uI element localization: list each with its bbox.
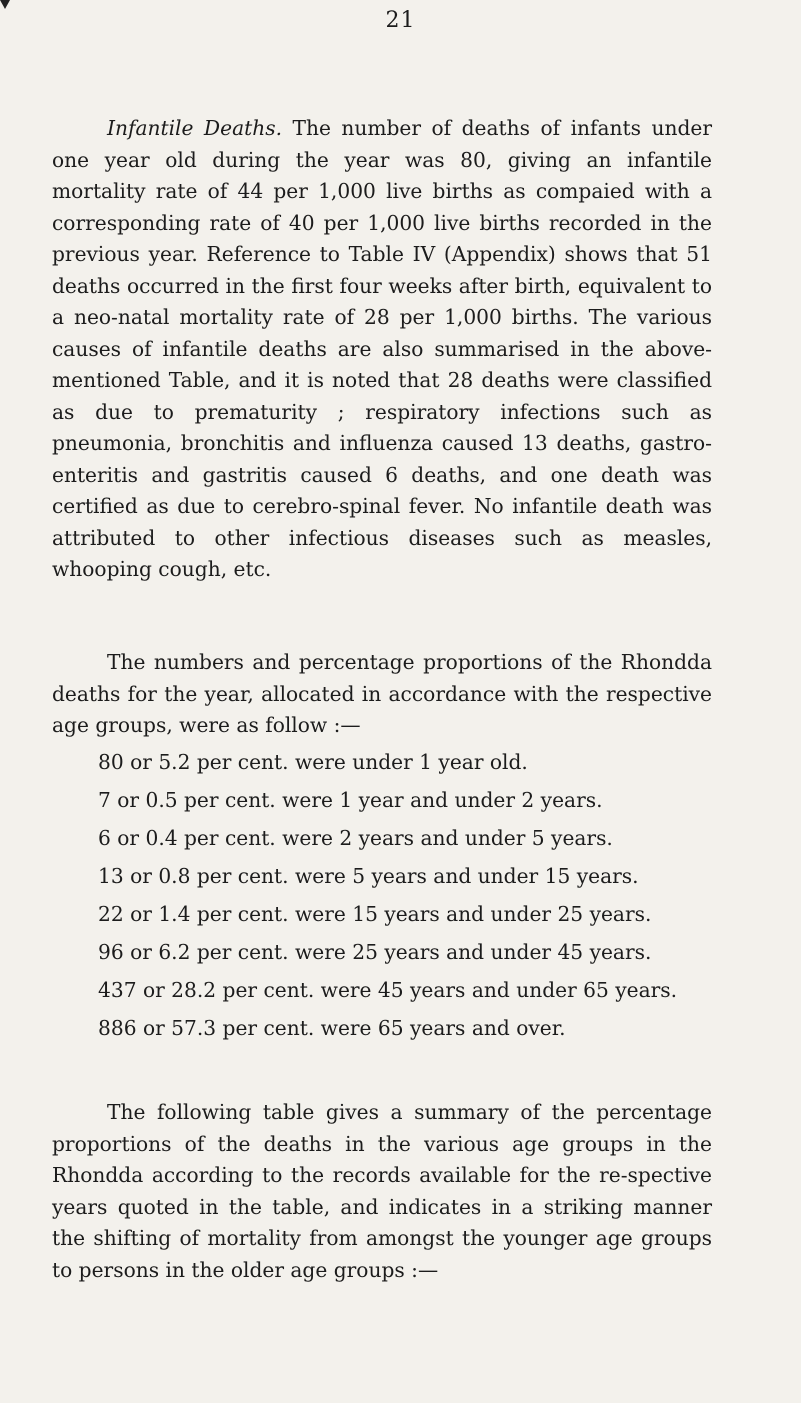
list-item: 437 or 28.2 per cent. were 45 years and under 65 years. [98,978,678,1002]
paragraph-heading: Infantile Deaths. [107,116,282,140]
list-item: 96 or 6.2 per cent. were 25 years and under 45 years. [98,940,652,964]
list-item: 80 or 5.2 per cent. were under 1 year old. [98,750,528,774]
list-item: 22 or 1.4 per cent. were 15 years and under 25 years. [98,902,652,926]
age-group-list [98,747,677,1051]
paragraph-age-groups-intro: The numbers and percentage proportions of the Rhondda deaths for the year, allocated in accordance with the respective age groups, were as follow :— [52,650,712,737]
list-item: 886 or 57.3 per cent. were 65 years and over. [98,1016,566,1040]
paragraph-body: The number of deaths of infants under one year old during the year was 80, giving an infantile mortality rate of 44 per 1,000 live births as compaied with a corresponding rate of 40 per 1,000 live births recorded in the previous year. Reference to Table IV (Appendix) shows that 51 deaths occurred in the first four weeks after birth, equivalent to a neo-natal mortality rate of 28 per 1,000 births. The various causes of infantile deaths are also summarised in the above-mentioned Table, and it is noted that 28 deaths were classified as due to prematurity ; respiratory infections such as pneumonia, bronchitis and influenza caused 13 deaths, gastro-enteritis and gastritis caused 6 deaths, and one death was certified as due to cerebro-spinal fever. No infantile death was attributed to other infectious diseases such as measles, whooping cough, etc. [52,116,713,581]
list-item: 7 or 0.5 per cent. were 1 year and under 2 years. [98,788,603,812]
list-item: 13 or 0.8 per cent. were 5 years and under 15 years. [98,864,639,888]
paragraph-summary-table-intro: The following table gives a summary of the percentage proportions of the deaths in the various age groups in the Rhondda according to the records available for the re-spective years quoted in the table, and indicates in a striking manner the shifting of mortality from amongst the younger age groups to persons in the older age groups :— [52,1100,712,1282]
list-item: 6 or 0.4 per cent. were 2 years and under 5 years. [98,826,613,850]
paragraph-infantile-deaths [52,113,712,586]
page-number: 21 [385,8,416,33]
